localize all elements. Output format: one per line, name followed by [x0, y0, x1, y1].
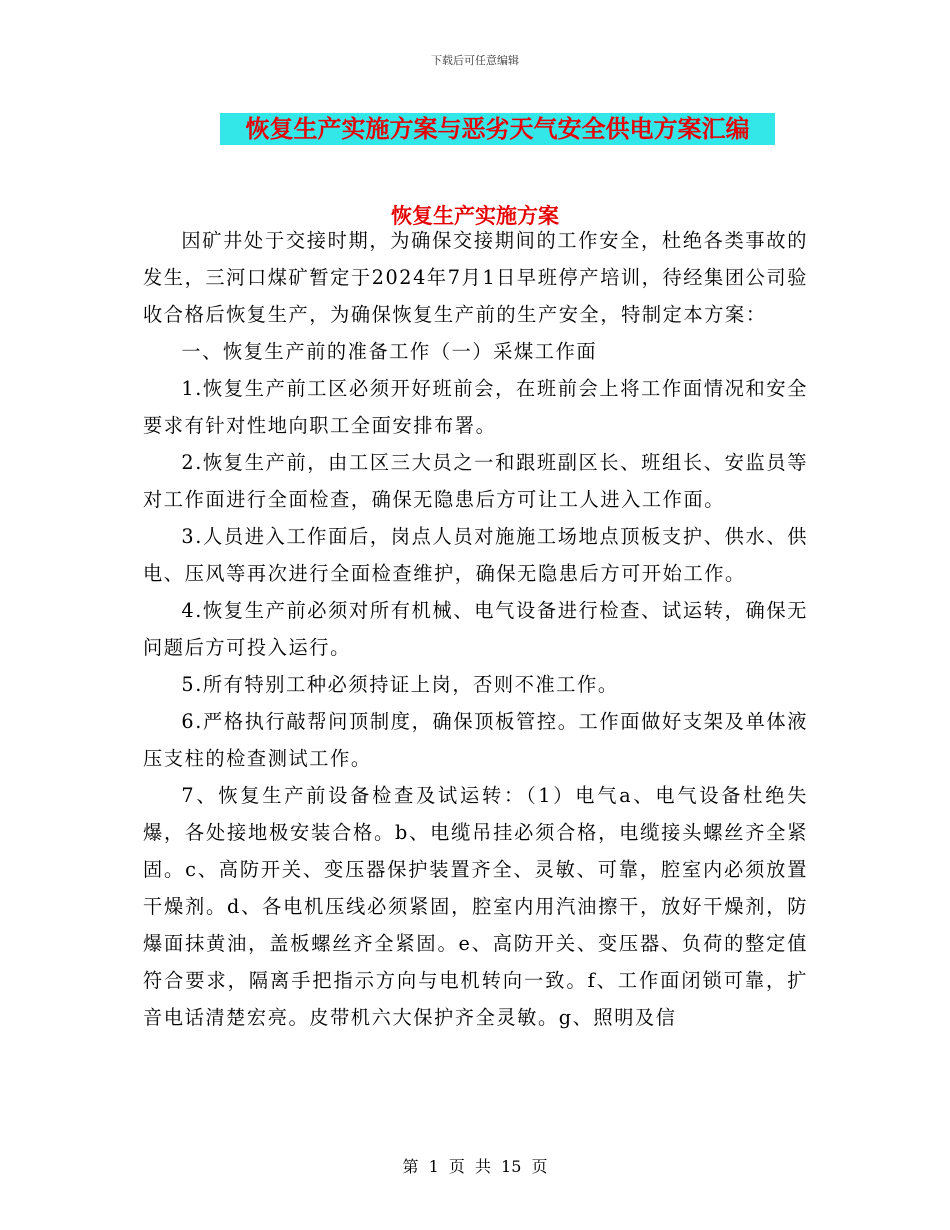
paragraph-item-1: 1.恢复生产前工区必须开好班前会，在班前会上将工作面情况和安全要求有针对性地向职工全面安排布署。 — [143, 377, 808, 437]
paragraph-item-7: 7、恢复生产前设备检查及试运转：（1）电气a、电气设备杜绝失爆，各处接地极安装合格。b、电缆吊挂必须合格，电缆接头螺丝齐全紧固。c、高防开关、变压器保护装置齐全、灵敏、可靠，腔室内必须放置干燥剂。d、各电机压线必须紧固，腔室内用汽油擦干，放好干燥剂，防爆面抹黄油，盖板螺丝齐全紧固。e、高防开关、变压器、负荷的整定值符合要求，隔离手把指示方向与电机转向一致。f、工作面闭锁可靠，扩音电话清楚宏亮。皮带机六大保护齐全灵敏。g、照明及信 — [143, 784, 808, 1029]
paragraph-item-5: 5.所有特别工种必须持证上岗，否则不准工作。 — [181, 673, 619, 696]
document-title: 恢复生产实施方案与恶劣天气安全供电方案汇编 — [220, 113, 775, 145]
body-content — [143, 222, 808, 1036]
page-header: 下载后可任意编辑 — [431, 54, 519, 67]
paragraph-intro: 因矿井处于交接时期，为确保交接期间的工作安全，杜绝各类事故的发生，三河口煤矿暂定于2024年7月1日早班停产培训，待经集团公司验收合格后恢复生产，为确保恢复生产前的生产安全，特制定本方案： — [143, 229, 808, 326]
section-title: 恢复生产实施方案 — [391, 203, 559, 228]
page-footer: 第 1 页 共 15 页 — [402, 1157, 548, 1176]
paragraph-heading-1: 一、恢复生产前的准备工作（一）采煤工作面 — [181, 340, 598, 363]
paragraph-item-3: 3.人员进入工作面后，岗点人员对施施工场地点顶板支护、供水、供电、压风等再次进行全面检查维护，确保无隐患后方可开始工作。 — [143, 525, 808, 585]
paragraph-item-6: 6.严格执行敲帮问顶制度，确保顶板管控。工作面做好支架及单体液压支柱的检查测试工作。 — [143, 710, 808, 770]
paragraph-item-2: 2.恢复生产前，由工区三大员之一和跟班副区长、班组长、安监员等对工作面进行全面检查，确保无隐患后方可让工人进入工作面。 — [143, 451, 808, 511]
paragraph-item-4: 4.恢复生产前必须对所有机械、电气设备进行检查、试运转，确保无问题后方可投入运行。 — [143, 599, 808, 659]
